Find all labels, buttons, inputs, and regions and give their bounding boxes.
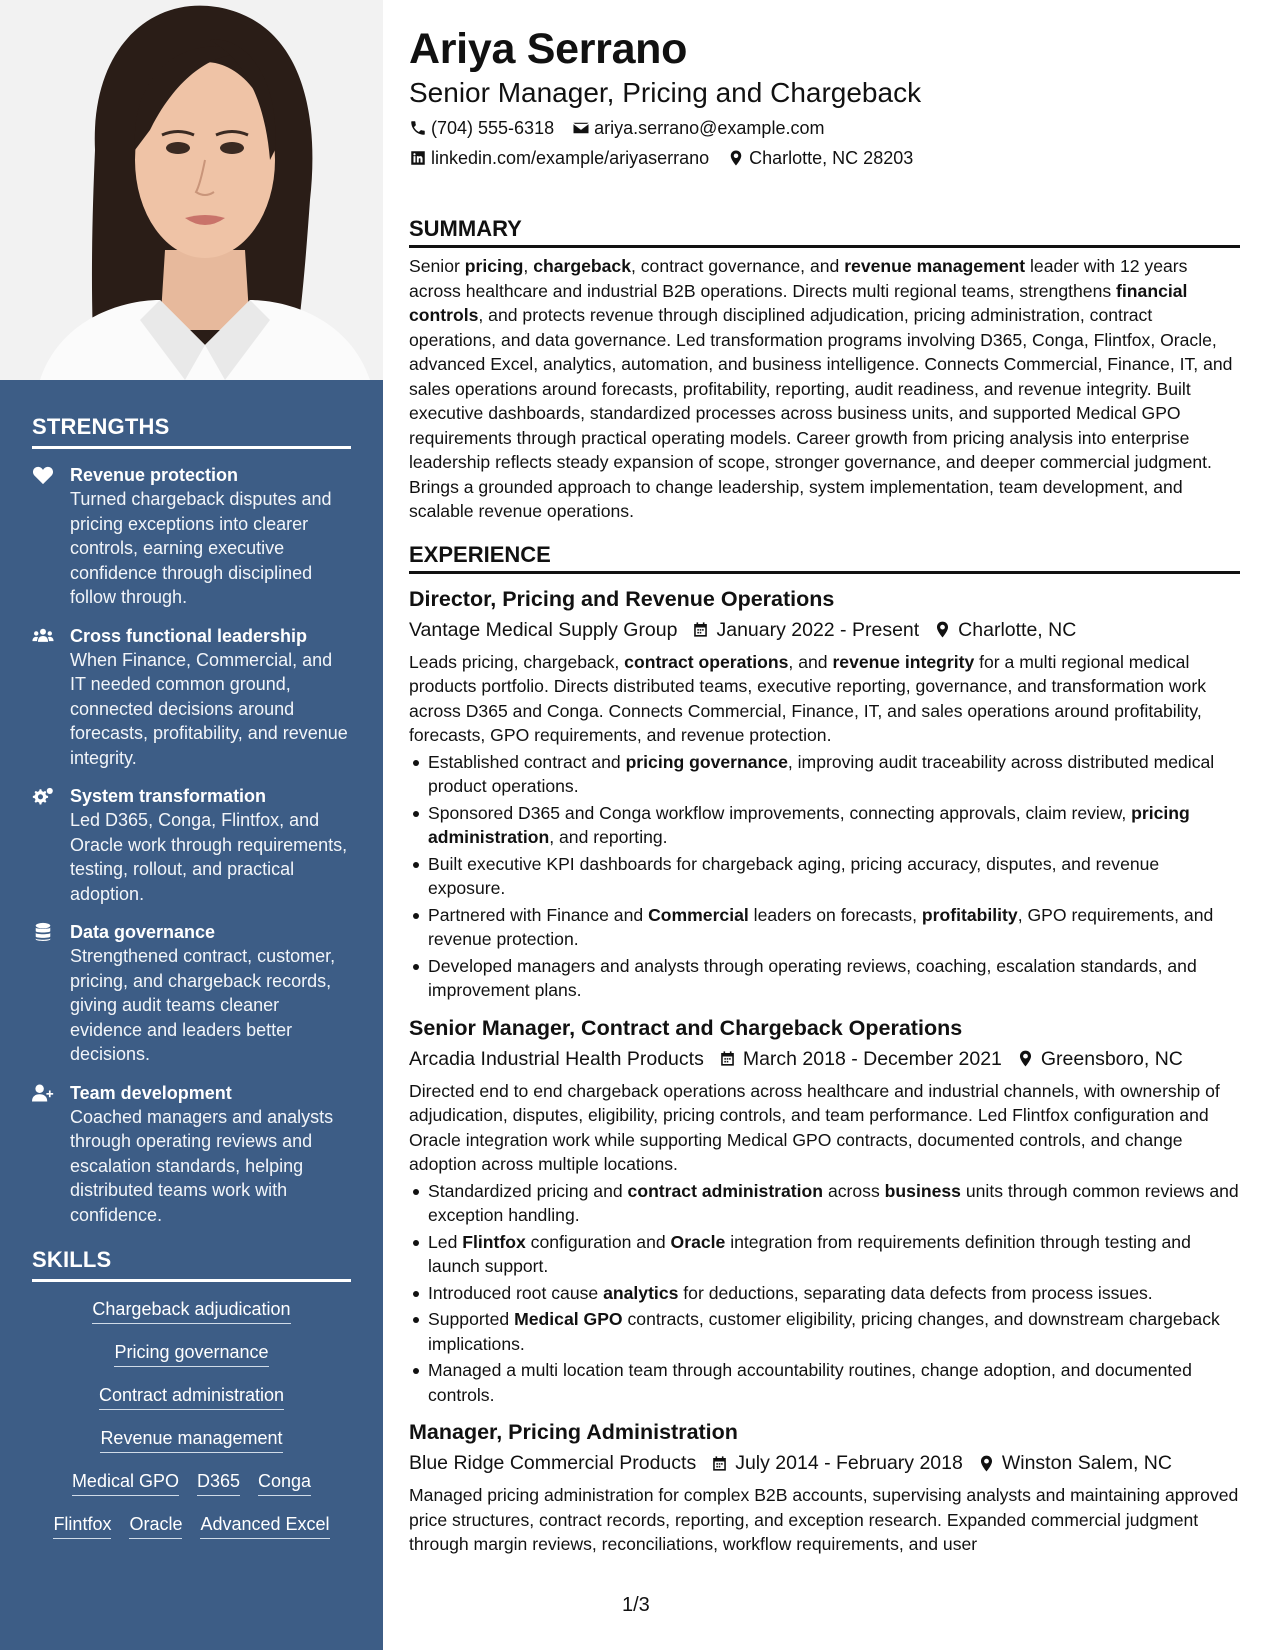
job-location: Winston Salem, NC bbox=[1001, 1452, 1172, 1474]
heart-icon bbox=[32, 463, 70, 610]
job-bullets bbox=[409, 1179, 1240, 1408]
strength-title: Cross functional leadership bbox=[70, 625, 308, 646]
skills-heading: SKILLS bbox=[32, 1247, 351, 1282]
strength-desc: Strengthened contract, customer, pricing, and chargeback records, giving audit teams cleaner evidence and leaders better decisions. bbox=[70, 946, 336, 1064]
strength-desc: Coached managers and analysts through operating reviews and escalation standards, helping distributed teams work with confidence. bbox=[70, 1106, 334, 1225]
contact-row-2 bbox=[409, 146, 1240, 170]
emphasis-text: analytics bbox=[603, 1282, 679, 1303]
users-icon bbox=[32, 624, 70, 771]
emphasis-text: profitability bbox=[921, 904, 1018, 925]
job-entry bbox=[409, 584, 1240, 1003]
bullet-item: Developed managers and analysts through operating reviews, coaching, escalation standards, and improvement plans. bbox=[409, 954, 1240, 1003]
emphasis-text: Oracle bbox=[670, 1231, 726, 1252]
job-title: Senior Manager, Contract and Chargeback Operations bbox=[409, 1015, 963, 1040]
bullet-item: Supported Medical GPO contracts, customer eligibility, pricing changes, and downstream chargeback implications. bbox=[409, 1307, 1240, 1356]
strength-title: System transformation bbox=[70, 786, 267, 806]
summary-heading: SUMMARY bbox=[409, 216, 1240, 248]
profile-photo bbox=[0, 0, 383, 380]
emphasis-text: pricing bbox=[464, 256, 524, 276]
skill-tag: Advanced Excel bbox=[200, 1511, 329, 1539]
job-summary: Managed pricing administration for complex B2B accounts, supervising analysts and maintaining approved price structures, contract records, reporting, and exception research. Expanded commercial judgment through margin reviews, reconciliations, workflow requirements, and user bbox=[409, 1485, 1239, 1554]
bullet-item: Led Flintfox configuration and Oracle integration from requirements definition through testing and launch support. bbox=[409, 1230, 1240, 1279]
job-entry bbox=[409, 1417, 1240, 1557]
job-title: Director, Pricing and Revenue Operations bbox=[409, 586, 835, 611]
strength-title: Data governance bbox=[70, 922, 216, 942]
skill-tag: Chargeback adjudication bbox=[92, 1296, 290, 1324]
location-text: Charlotte, NC 28203 bbox=[749, 148, 914, 168]
emphasis-text: financial controls bbox=[409, 280, 1188, 325]
database-icon bbox=[32, 920, 70, 1067]
job-bullets bbox=[409, 750, 1240, 1003]
skill-tag: D365 bbox=[197, 1468, 240, 1496]
strengths-section bbox=[0, 414, 383, 1227]
map-pin-icon bbox=[1016, 1049, 1035, 1068]
user-plus-icon bbox=[32, 1081, 70, 1228]
job-summary: Leads pricing, chargeback, contract operations, and revenue integrity for a multi regional medical products portfolio. Directs distributed teams, executive reporting, governance, and transformation work across D365 and Conga. Connects Commercial, Finance, IT, and sales operations around profitability, forecasts, GPO requirements, and revenue protection. bbox=[409, 651, 1206, 745]
emphasis-text: chargeback bbox=[533, 256, 631, 276]
skill-tag: Revenue management bbox=[100, 1425, 282, 1453]
calendar-icon bbox=[691, 620, 710, 639]
calendar-icon bbox=[710, 1454, 729, 1473]
job-location: Charlotte, NC bbox=[958, 618, 1077, 641]
skill-tag: Conga bbox=[258, 1468, 311, 1496]
job-entry bbox=[409, 1013, 1240, 1408]
emphasis-text: revenue integrity bbox=[832, 651, 975, 672]
summary-text: Senior pricing, chargeback, contract governance, and revenue management leader with 12 years across healthcare and industrial B2B operations. Directs multi regional teams, strengthens financial controls, and protects revenue through disciplined adjudication, pricing administration, contract operations, and data governance. Led transformation programs involving D365, Conga, Flintfox, Oracle, advanced Excel, analytics, automation, and business intelligence. Connects Commercial, Finance, IT, and sales operations around forecasts, profitability, reporting, audit readiness, and revenue integrity. Built executive dashboards, standardized processes across business units, and supported Medical GPO requirements through practical operating models. Career growth from pricing analysis into enterprise leadership reflects steady expansion of scope, stronger governance, and deeper commercial judgment. Brings a grounded approach to change leadership, system implementation, team development, and scalable revenue operations. bbox=[409, 256, 1233, 521]
main-content bbox=[409, 0, 1240, 1557]
skill-tag: Contract administration bbox=[99, 1382, 284, 1410]
skill-tag: Pricing governance bbox=[114, 1339, 268, 1367]
job-company: Blue Ridge Commercial Products bbox=[409, 1452, 697, 1474]
sidebar bbox=[0, 0, 383, 1650]
phone-icon bbox=[409, 119, 427, 137]
skill-tag: Oracle bbox=[129, 1511, 182, 1539]
linkedin-icon bbox=[409, 149, 427, 167]
bullet-item: Built executive KPI dashboards for chargeback aging, pricing accuracy, disputes, and revenue exposure. bbox=[409, 852, 1240, 901]
strength-item bbox=[32, 1081, 351, 1228]
skills-section bbox=[0, 1247, 383, 1554]
strength-item bbox=[32, 463, 351, 610]
bullet-item: Established contract and pricing governance, improving audit traceability across distributed medical product operations. bbox=[409, 750, 1240, 799]
skill-tag: Medical GPO bbox=[72, 1468, 179, 1496]
emphasis-text: pricing administration bbox=[428, 802, 1190, 847]
strength-item bbox=[32, 784, 351, 906]
envelope-icon bbox=[572, 119, 590, 137]
strength-desc: When Finance, Commercial, and IT needed common ground, connected decisions around forecasts, profitability, and revenue integrity. bbox=[70, 649, 348, 768]
emphasis-text: Commercial bbox=[648, 904, 749, 925]
bullet-item: Sponsored D365 and Conga workflow improvements, connecting approvals, claim review, pricing administration, and reporting. bbox=[409, 801, 1240, 850]
emphasis-text: business bbox=[884, 1180, 961, 1201]
job-dates: July 2014 - February 2018 bbox=[735, 1452, 963, 1474]
candidate-title: Senior Manager, Pricing and Chargeback bbox=[409, 77, 922, 108]
map-pin-icon bbox=[977, 1454, 996, 1473]
page-number: 1/3 bbox=[622, 1594, 650, 1616]
strength-desc: Led D365, Conga, Flintfox, and Oracle work through requirements, testing, rollout, and practical adoption. bbox=[70, 810, 348, 904]
phone-text[interactable]: (704) 555-6318 bbox=[431, 118, 555, 138]
strength-item bbox=[32, 920, 351, 1067]
strength-title: Team development bbox=[70, 1082, 232, 1103]
job-summary: Directed end to end chargeback operations across healthcare and industrial channels, with ownership of adjudication, disputes, eligibility, pricing controls, and team performance. Led Flintfox configuration and Oracle integration work while supporting Medical GPO contracts, documented controls, and change adoption across multiple locations. bbox=[409, 1080, 1220, 1174]
job-dates: March 2018 - December 2021 bbox=[742, 1047, 1002, 1070]
summary-section bbox=[409, 216, 1240, 524]
email-link[interactable]: ariya.serrano@example.com bbox=[594, 118, 825, 138]
contact-row bbox=[409, 116, 1240, 140]
job-company: Arcadia Industrial Health Products bbox=[409, 1047, 704, 1070]
experience-section bbox=[409, 542, 1240, 1557]
strength-title: Revenue protection bbox=[70, 465, 239, 485]
bullet-item: Standardized pricing and contract administration across business units through common reviews and exception handling. bbox=[409, 1179, 1240, 1228]
map-pin-icon bbox=[727, 149, 745, 167]
job-company: Vantage Medical Supply Group bbox=[409, 618, 678, 641]
map-pin-icon bbox=[933, 620, 952, 639]
job-location: Greensboro, NC bbox=[1040, 1047, 1183, 1070]
emphasis-text: contract administration bbox=[627, 1180, 824, 1201]
emphasis-text: revenue management bbox=[844, 256, 1026, 276]
emphasis-text: Medical GPO bbox=[514, 1309, 623, 1329]
strength-desc: Turned chargeback disputes and pricing exceptions into clearer controls, earning executive confidence through disciplined follow through. bbox=[70, 489, 332, 607]
bullet-item: Managed a multi location team through accountability routines, change adoption, and documented controls. bbox=[409, 1358, 1240, 1407]
emphasis-text: Flintfox bbox=[462, 1231, 526, 1252]
strength-item bbox=[32, 624, 351, 771]
job-title: Manager, Pricing Administration bbox=[409, 1420, 738, 1444]
job-dates: January 2022 - Present bbox=[716, 618, 920, 641]
calendar-icon bbox=[718, 1049, 737, 1068]
experience-heading: EXPERIENCE bbox=[409, 542, 1240, 574]
emphasis-text: contract operations bbox=[624, 651, 789, 672]
skill-tag: Flintfox bbox=[53, 1511, 111, 1539]
emphasis-text: pricing governance bbox=[625, 751, 788, 772]
gears-icon bbox=[32, 784, 70, 906]
bullet-item: Partnered with Finance and Commercial leaders on forecasts, profitability, GPO requirements, and revenue protection. bbox=[409, 903, 1240, 952]
candidate-name: Ariya Serrano bbox=[409, 25, 688, 73]
strengths-heading: STRENGTHS bbox=[32, 414, 351, 449]
linkedin-link[interactable]: linkedin.com/example/ariyaserrano bbox=[431, 148, 710, 168]
bullet-item: Introduced root cause analytics for deductions, separating data defects from process issues. bbox=[409, 1281, 1240, 1306]
